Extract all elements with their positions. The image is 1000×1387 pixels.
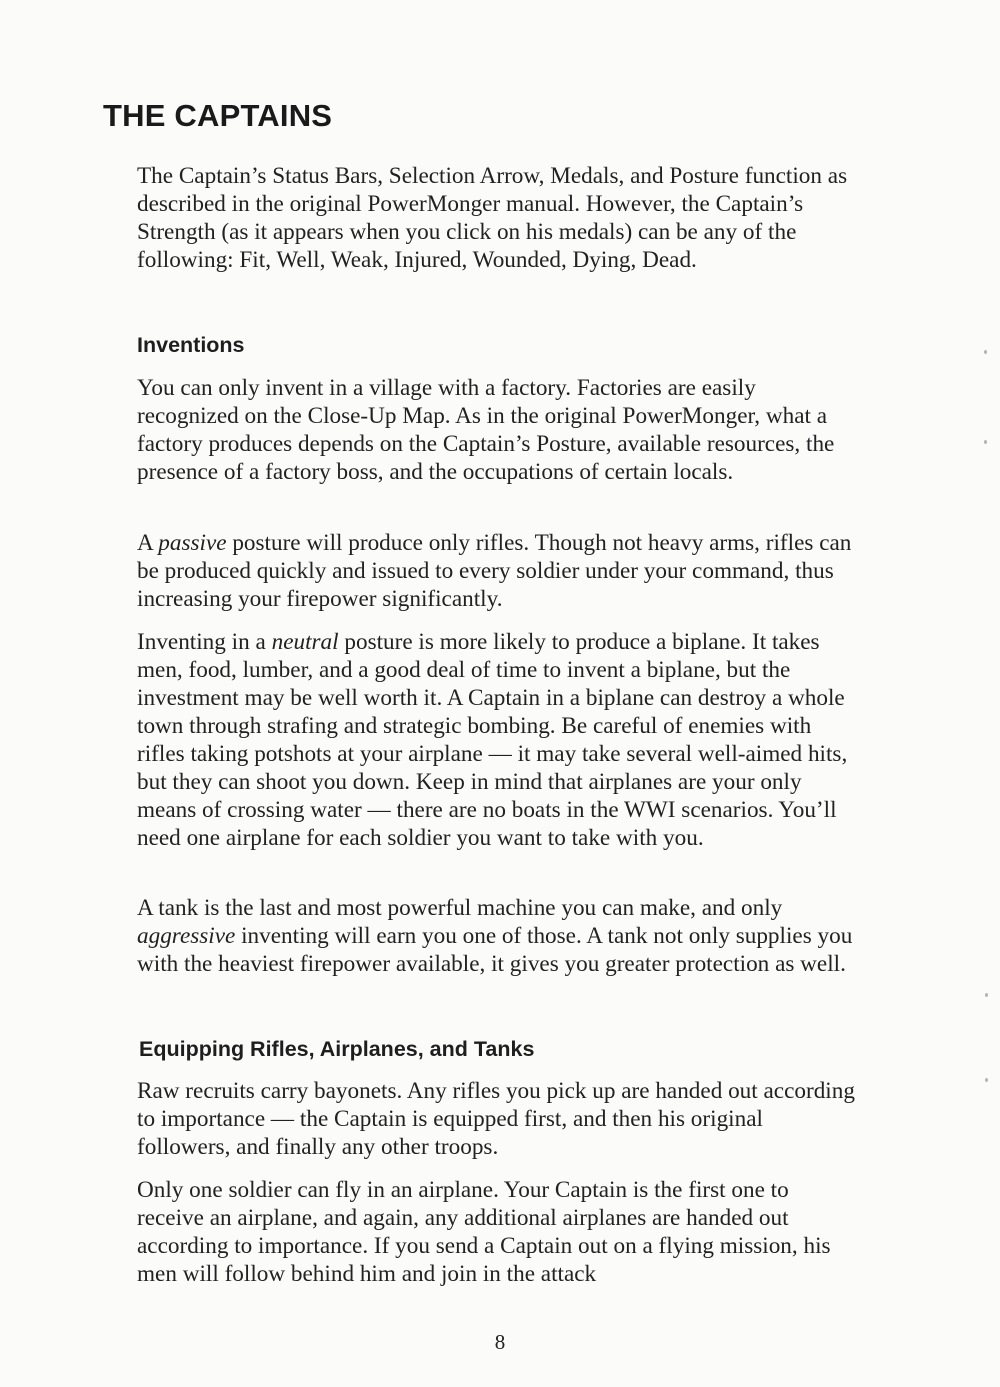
inventions-paragraph-2	[137, 529, 857, 613]
emphasis-neutral: neutral	[271, 629, 339, 655]
scan-speck	[984, 440, 987, 444]
scan-speck	[984, 350, 987, 354]
paragraph-text: inventing will earn you one of those. A tank not only supplies you with the heaviest firepower available, it gives you greater protection as well.	[137, 923, 853, 977]
emphasis-passive: passive	[158, 530, 227, 556]
equipping-heading: Equipping Rifles, Airplanes, and Tanks	[139, 1037, 535, 1061]
scan-speck	[985, 993, 988, 997]
inventions-heading: Inventions	[137, 333, 245, 357]
paragraph-text: posture is more likely to produce a biplane. It takes men, food, lumber, and a good deal of time to invent a biplane, but the investment may be well worth it. A Captain in a biplane can destroy a whole town through strafing and strategic bombing. Be careful of enemies with rifles taking potshots at your airplane — it may take several well-aimed hits, but they can shoot you down. Keep in mind that airplanes are your only means of crossing water — there are no boats in the WWI scenarios. You’ll need one airplane for each soldier you want to take with you.	[137, 629, 848, 851]
paragraph-text: A	[137, 530, 159, 556]
inventions-paragraph-4	[137, 894, 857, 978]
intro-paragraph: The Captain’s Status Bars, Selection Arrow, Medals, and Posture function as described in the original PowerMonger manual. However, the Captain’s Strength (as it appears when you click on his medals) can be any of the following: Fit, Well, Weak, Injured, Wounded, Dying, Dead.	[137, 163, 848, 273]
inventions-paragraph-1: You can only invent in a village with a factory. Factories are easily recognized on the Close-Up Map. As in the original PowerMonger, what a factory produces depends on the Captain’s Posture, available resources, the presence of a factory boss, and the occupations of certain locals.	[137, 375, 835, 485]
equipping-paragraph-1: Raw recruits carry bayonets. Any rifles you pick up are handed out according to importance — the Captain is equipped first, and then his original followers, and finally any other troops.	[137, 1078, 855, 1160]
paragraph-text: posture will produce only rifles. Though not heavy arms, rifles can be produced quickly and issued to every soldier under your command, thus increasing your firepower significantly.	[137, 530, 852, 612]
page-number: 8	[494, 1330, 506, 1354]
paragraph-text: A tank is the last and most powerful machine you can make, and only	[137, 895, 783, 921]
inventions-paragraph-3	[137, 628, 857, 852]
page-title: THE CAPTAINS	[103, 98, 333, 133]
emphasis-aggressive: aggressive	[137, 923, 236, 949]
paragraph-text: Inventing in a	[137, 629, 272, 655]
equipping-paragraph-2: Only one soldier can fly in an airplane. Your Captain is the first one to receive an airplane, and again, any additional airplanes are handed out according to importance. If you send a Captain out on a flying mission, his men will follow behind him and join in the attack	[137, 1177, 831, 1287]
scan-speck	[985, 1078, 988, 1082]
